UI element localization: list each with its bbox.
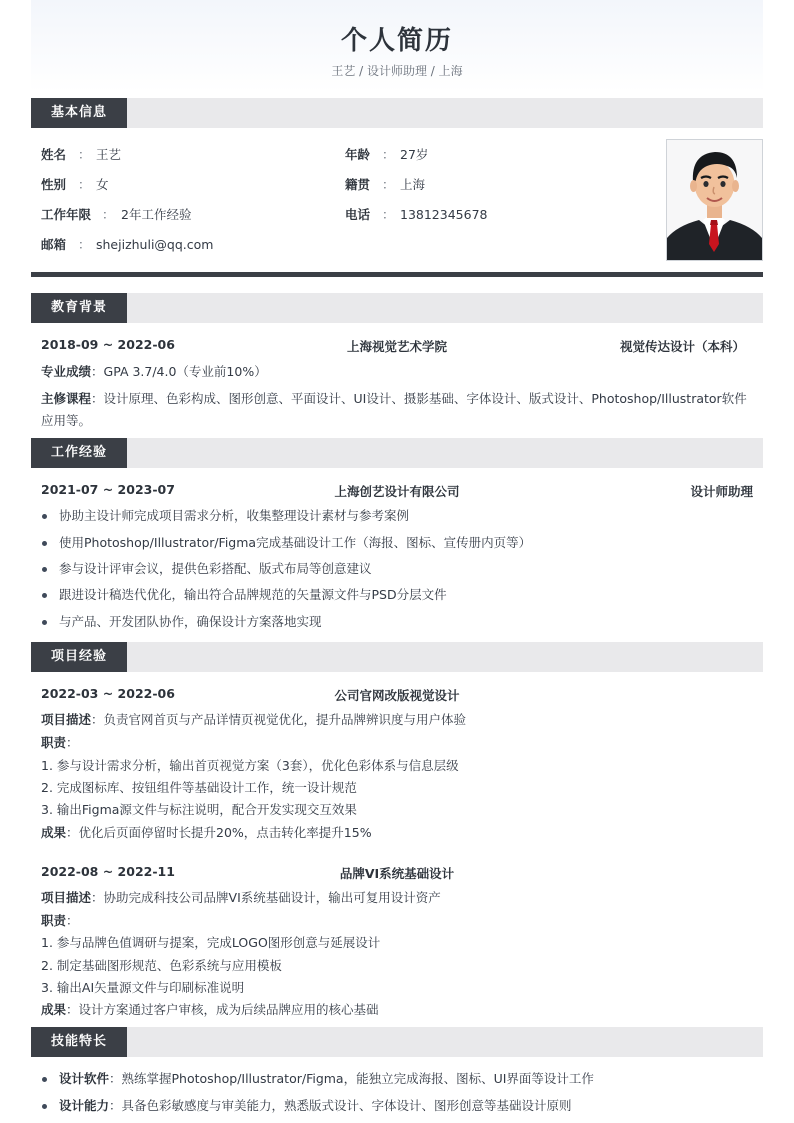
page-title: 个人简历 [340,26,453,56]
avatar [666,139,763,261]
info-value: 王艺 [96,147,122,162]
project-result: 成果：设计方案通过客户审核，成为后续品牌应用的核心基础 [41,1002,379,1017]
info-colon: ： [382,177,395,192]
education-major: 视觉传达设计（本科） [619,339,745,354]
skill-label: 设计能力 [59,1098,110,1113]
project-header-row [41,686,753,704]
info-colon: ： [78,147,91,162]
info-value: 13812345678 [400,207,488,222]
section-skills [31,1027,763,1057]
info-label: 籍贯 [345,177,371,192]
section-title: 技能特长 [31,1027,127,1057]
info-value: shejizhuli@qq.com [96,237,214,252]
project-header-row [41,864,753,882]
info-label: 性别 [41,177,67,192]
project-duty: 2. 制定基础图形规范、色彩系统与应用模板 [41,958,282,973]
info-label: 电话 [345,207,371,222]
info-value: 27岁 [400,147,429,162]
bullet-icon [42,1104,47,1109]
info-colon: ： [102,207,115,222]
section-education [31,293,763,323]
project-description: 项目描述：协助完成科技公司品牌VI系统基础设计，输出可复用设计资产 [41,890,441,905]
divider [31,272,763,277]
info-colon: ： [382,207,395,222]
skill-label: 设计软件 [59,1071,110,1086]
work-position: 设计师助理 [690,484,753,499]
project-period: 2022-08 ~ 2022-11 [41,864,175,879]
info-label: 邮箱 [41,237,67,252]
project-duty: 1. 参与品牌色值调研与提案，完成LOGO图形创意与延展设计 [41,935,381,950]
avatar-illustration [667,140,762,260]
section-basic-info [31,98,763,128]
gpa-value: ：GPA 3.7/4.0（专业前10%） [91,364,267,379]
bullet-icon [42,541,47,546]
project-duty: 3. 输出Figma源文件与标注说明，配合开发实现交互效果 [41,802,357,817]
project-period: 2022-03 ~ 2022-06 [41,686,175,701]
info-label: 工作年限 [41,207,92,222]
bullet-icon [42,593,47,598]
info-value: 女 [96,177,109,192]
section-title: 工作经验 [31,438,127,468]
skill-value: ：熟练掌握Photoshop/Illustrator/Figma，能独立完成海报、图标、UI界面等设计工作 [109,1071,594,1086]
bullet-icon [42,514,47,519]
page-subtitle: 王艺 / 设计师助理 / 上海 [331,64,463,78]
bullet-icon [42,620,47,625]
project-duties-label: 职责： [41,913,79,928]
bullet-icon [42,567,47,572]
education-courses [41,388,753,432]
project-result: 成果：优化后页面停留时长提升20%，点击转化率提升15% [41,825,372,840]
section-work [31,438,763,468]
courses-value: ：设计原理、色彩构成、图形创意、平面设计、UI设计、摄影基础、字体设计、版式设计、Photoshop/Illustrator软件应用等。 [41,391,747,428]
info-value: 上海 [400,177,426,192]
skill-value: ：具备色彩敏感度与审美能力，熟悉版式设计、字体设计、图形创意等基础设计原则 [109,1098,572,1113]
project-duty: 2. 完成图标库、按钮组件等基础设计工作，统一设计规范 [41,780,357,795]
project-duty: 1. 参与设计需求分析，输出首页视觉方案（3套），优化色彩体系与信息层级 [41,758,459,773]
education-school: 上海视觉艺术学院 [346,339,447,354]
education-gpa [41,361,753,383]
education-header-row [41,337,753,355]
info-colon: ： [382,147,395,162]
resume-page: 个人简历 王艺 / 设计师助理 / 上海 基本信息 姓名 ： 王艺 年龄 ： 27岁 性别 ： 女 籍贯 ： 上海 工作年限 ： 2年工作经验 电话 ： 13812345678 邮箱 ： shejizhuli@qq.com 教育背景 2018-09 ~ 2022-06 上海视觉艺术学院 视觉传达设计（本科） 专业成绩：GPA 3.7/4.0（专业前10%） 主修课程：设计原理、色彩构成、图形创意、平面设计、UI设计、摄影基础、字体设计、版式设计、Photoshop/Illustrator软件应用等。 工作经验 2021-07 ~ 2023-07 上海创艺设计有限公司 设计师助理 协助主设计师完成项目需求分析，收集整理设计素材与参考案例 使用Photoshop/Illustrator/Figma完成基础设计工作（海报、图标、宣传册内页等） 参与设计评审会议，提供色彩搭配、版式布局等创意建议 跟进设计稿迭代优化，输出符合品牌规范的矢量源文件与PSD分层文件 与产品、开发团队协作，确保设计方案落地实现 项目经验 2022-03 ~ 2022-06 公司官网改版视觉设计 项目描述：负责官网首页与产品详情页视觉优化，提升品牌辨识度与用户体验 职责： 1. 参与设计需求分析，输出首页视觉方案（3套），优化色彩体系与信息层级 2. 完成图标库、按钮组件等基础设计工作，统一设计规范 3. 输出Figma源文件与标注说明，配合开发实现交互效果 成果：优化后页面停留时长提升20%，点击转化率提升15% 2022-08 ~ 2022-11 品牌VI系统基础设计 项目描述：协助完成科技公司品牌VI系统基础设计，输出可复用设计资产 职责： 1. 参与品牌色值调研与提案，完成LOGO图形创意与延展设计 2. 制定基础图形规范、色彩系统与应用模板 3. 输出AI矢量源文件与印刷标准说明 成果：设计方案通过客户审核，成为后续品牌应用的核心基础 技能特长 设计软件：熟练掌握Photoshop/Illustrator/Figma，能独立完成海报、图标、UI界面等设计工作 设计能力：具备色彩敏感度与审美能力，熟悉版式设计、字体设计、图形创意等基础设计原则 [31,0,763,92]
bullet-icon [42,1077,47,1082]
education-period: 2018-09 ~ 2022-06 [41,337,175,352]
project-duty: 3. 输出AI矢量源文件与印刷标准说明 [41,980,245,995]
project-name: 公司官网改版视觉设计 [334,688,460,703]
project-name: 品牌VI系统基础设计 [339,866,455,881]
section-title: 教育背景 [31,293,127,323]
project-description: 项目描述：负责官网首页与产品详情页视觉优化，提升品牌辨识度与用户体验 [41,712,467,727]
courses-label: 主修课程 [41,391,92,406]
info-value: 2年工作经验 [121,207,192,222]
info-colon: ： [78,237,91,252]
section-projects [31,642,763,672]
resume-header [31,0,763,92]
work-company: 上海创艺设计有限公司 [334,484,460,499]
project-duties-label: 职责： [41,735,79,750]
work-header-row [41,482,753,500]
gpa-label: 专业成绩 [41,364,92,379]
section-title: 项目经验 [31,642,127,672]
info-label: 姓名 [41,147,67,162]
info-colon: ： [78,177,91,192]
section-title: 基本信息 [31,98,127,128]
work-period: 2021-07 ~ 2023-07 [41,482,175,497]
info-label: 年龄 [345,147,371,162]
